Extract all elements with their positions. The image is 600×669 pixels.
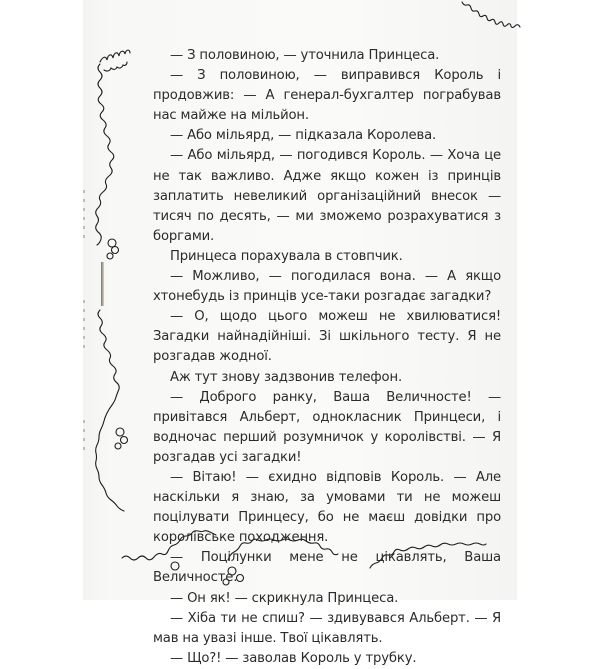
paragraph: — Можливо, — погодилася вона. — А якщо хтонебудь із принців усе-таки розгадає загадки? xyxy=(153,269,501,305)
page-edge-mark xyxy=(83,190,85,240)
paragraph: Аж тут знову задзвонив телефон. xyxy=(170,369,402,385)
paragraph: — Що?! — заволав Король у трубку. xyxy=(170,650,417,666)
paragraph: — О, щодо цього можеш не хвилюватися! Загадки найнадійніші. Зі шкільного тесту. Я не розгадав жодної. xyxy=(153,309,501,365)
paragraph: — З половиною, — виправився Король і продовжив: — А генерал-бухгалтер пограбував нас майже на мільйон. xyxy=(153,68,501,124)
paragraph: — З половиною, — уточнила Принцеса. xyxy=(170,48,440,63)
paragraph: — Доброго ранку, Ваша Величносте! — привітався Альберт, однокласник Принцеси, і водночас перший розумничок у королівстві. — Я розгадав усі загадки! xyxy=(153,389,501,465)
book-text-body xyxy=(153,46,501,669)
paragraph: — Поцілунки мене не цікавлять, Ваша Величносте. xyxy=(153,550,501,586)
page-edge-mark xyxy=(83,420,85,450)
binding-mark xyxy=(101,262,104,306)
paragraph: — Або мільярд, — підказала Королева. xyxy=(170,128,437,144)
paragraph: — Он як! — скрикнула Принцеса. xyxy=(170,590,399,606)
paragraph: — Або мільярд, — погодився Король. — Хоча це не так важливо. Адже якщо кожен із принців заплатить невеликий організаційний внесок — тисяч по десять, — ми зможемо розрахуватися з боргами. xyxy=(153,148,501,244)
paragraph: — Вітаю! — єхидно відповів Король. — Але наскільки я знаю, за умовами ти не можеш поцілувати Принцесу, бо не маєш довідки про королівське походження. xyxy=(153,469,501,546)
page-edge-mark xyxy=(83,300,85,350)
paragraph: — Хіба ти не спиш? — здивувався Альберт. — Я мав на увазі інше. Твої цікавлять. xyxy=(153,610,501,646)
paragraph: Принцеса порахувала в стовпчик. xyxy=(170,248,403,264)
